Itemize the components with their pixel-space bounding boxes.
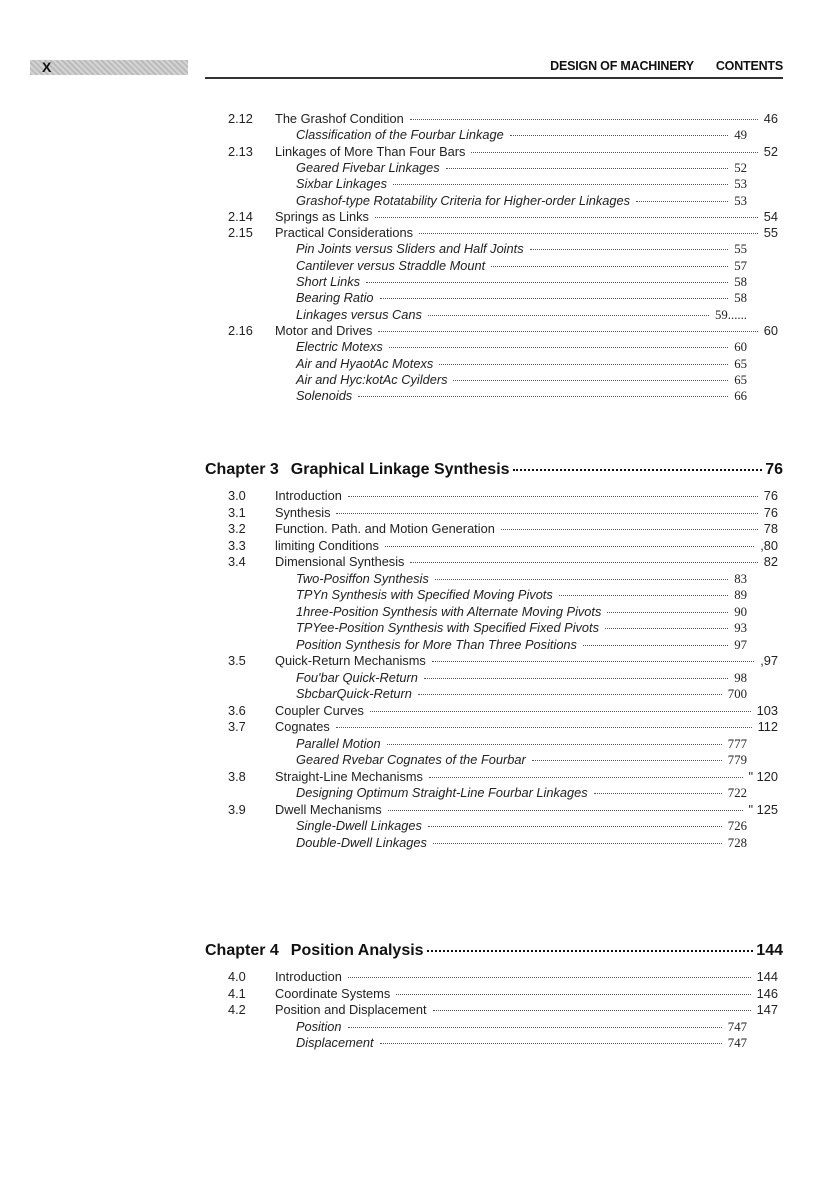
chapter-label: Chapter 3 bbox=[205, 461, 279, 478]
dot-leader bbox=[532, 760, 722, 761]
toc-subentry[interactable] bbox=[296, 835, 747, 851]
toc-entry[interactable] bbox=[228, 488, 778, 504]
toc-subentry[interactable] bbox=[296, 1035, 747, 1051]
entry-title: limiting Conditions bbox=[275, 537, 379, 553]
toc-subentry[interactable] bbox=[296, 372, 747, 388]
header-rule bbox=[205, 77, 783, 79]
entry-page: 53 bbox=[734, 177, 747, 192]
dot-leader bbox=[336, 727, 752, 728]
entry-page: ,97 bbox=[760, 653, 778, 668]
book-title: DESIGN OF MACHINERY bbox=[550, 59, 694, 73]
chapter-page: 144 bbox=[756, 942, 783, 959]
entry-page: 60 bbox=[763, 322, 778, 338]
dot-leader bbox=[348, 977, 751, 978]
entry-page: 103 bbox=[756, 702, 778, 718]
chapter-title: Graphical Linkage Synthesis bbox=[290, 461, 510, 478]
entry-page: 46 bbox=[763, 111, 778, 126]
entry-title: Designing Optimum Straight-Line Fourbar Linkages bbox=[296, 785, 588, 800]
entry-number: 2.12 bbox=[228, 111, 253, 126]
entry-page: 53 bbox=[734, 193, 747, 208]
entry-number: 3.8 bbox=[228, 768, 246, 784]
entry-number: 3.4 bbox=[228, 554, 246, 569]
toc-subentry[interactable] bbox=[296, 785, 747, 801]
dot-leader bbox=[435, 579, 728, 580]
dot-leader bbox=[583, 645, 728, 646]
entry-page: 146 bbox=[756, 985, 778, 1001]
dot-leader bbox=[385, 546, 754, 547]
chapter-page: 76 bbox=[765, 461, 783, 478]
entry-title: Double-Dwell Linkages bbox=[296, 834, 427, 850]
entry-number: 3.2 bbox=[228, 521, 246, 536]
dot-leader bbox=[439, 364, 728, 365]
toc-subentry[interactable] bbox=[296, 307, 747, 323]
entry-title: Straight-Line Mechanisms bbox=[275, 768, 423, 784]
dot-leader bbox=[348, 1027, 722, 1028]
entry-title: SbcbarQuick-Return bbox=[296, 686, 412, 701]
entry-title: Classification of the Fourbar Linkage bbox=[296, 127, 504, 143]
entry-page: 726 bbox=[727, 819, 747, 833]
entry-page: 59...... bbox=[715, 307, 747, 322]
dot-leader bbox=[605, 628, 728, 629]
entry-title: Geared Fivebar Linkages bbox=[296, 159, 440, 175]
chapter-label: Chapter 4 bbox=[205, 942, 279, 959]
dot-leader bbox=[594, 793, 722, 794]
toc-entry[interactable] bbox=[228, 986, 778, 1002]
dot-leader bbox=[424, 678, 728, 679]
entry-number: 3.3 bbox=[228, 537, 246, 553]
toc-subentry[interactable] bbox=[296, 670, 747, 686]
entry-title: Cognates bbox=[275, 719, 330, 734]
toc-subentry[interactable] bbox=[296, 604, 747, 620]
toc-entry[interactable] bbox=[228, 521, 778, 537]
dot-leader bbox=[471, 152, 757, 153]
toc-entry[interactable] bbox=[228, 703, 778, 719]
entry-page: 728 bbox=[727, 835, 747, 850]
entry-title: Grashof-type Rotatability Criteria for Higher-order Linkages bbox=[296, 192, 631, 208]
dot-leader bbox=[388, 810, 743, 811]
entry-title: Motor and Drives bbox=[275, 322, 373, 338]
toc-subentry[interactable] bbox=[296, 620, 747, 636]
dot-leader bbox=[410, 119, 758, 120]
entry-page: 66 bbox=[734, 389, 747, 404]
entry-page: 52 bbox=[763, 143, 778, 159]
entry-title: Sixbar Linkages bbox=[296, 176, 388, 192]
entry-title: Dwell Mechanisms bbox=[275, 801, 382, 817]
dot-leader bbox=[389, 347, 728, 348]
entry-page: 112 bbox=[757, 719, 778, 734]
entry-number: 3.9 bbox=[228, 801, 246, 817]
entry-page: 60 bbox=[734, 340, 747, 355]
dot-leader bbox=[370, 711, 751, 712]
entry-number: 3.6 bbox=[228, 702, 246, 718]
entry-page: 722 bbox=[727, 786, 747, 800]
entry-title: Position and Displacement bbox=[275, 1002, 427, 1017]
toc-subentry[interactable] bbox=[296, 339, 747, 355]
dot-leader bbox=[348, 496, 758, 497]
dot-leader bbox=[513, 469, 763, 471]
entry-title: Position Synthesis for More Than Three Positions bbox=[296, 636, 577, 652]
dot-leader bbox=[419, 233, 758, 234]
entry-number: 2.15 bbox=[228, 225, 253, 241]
page-number-tab bbox=[30, 60, 188, 75]
entry-page: 55 bbox=[734, 242, 747, 257]
entry-number: 2.14 bbox=[228, 208, 253, 224]
toc-entry[interactable] bbox=[228, 538, 778, 554]
dot-leader bbox=[427, 950, 754, 952]
dot-leader bbox=[428, 315, 709, 316]
entry-title: Coupler Curves bbox=[275, 702, 364, 718]
entry-number: 4.0 bbox=[228, 969, 246, 984]
dot-leader bbox=[387, 744, 722, 745]
toc-entry[interactable] bbox=[228, 719, 778, 735]
dot-leader bbox=[453, 380, 728, 381]
chapter-heading[interactable] bbox=[205, 942, 783, 960]
dot-leader bbox=[433, 843, 722, 844]
toc-entry[interactable] bbox=[228, 225, 778, 241]
entry-title: Pin Joints versus Sliders and Half Joints bbox=[296, 241, 524, 257]
entry-page: 65 bbox=[734, 372, 747, 387]
entry-title: Springs as Links bbox=[275, 208, 369, 224]
entry-number: 2.16 bbox=[228, 322, 253, 338]
entry-title: 1hree-Position Synthesis with Alternate Moving Pivots bbox=[296, 603, 602, 619]
entry-page: 144 bbox=[756, 969, 778, 984]
entry-title: Air and Hyc:kotAc Cyilders bbox=[296, 371, 448, 387]
toc-subentry[interactable] bbox=[296, 1019, 747, 1035]
dot-leader bbox=[429, 777, 743, 778]
entry-title: Introduction bbox=[275, 488, 342, 503]
toc-entry[interactable] bbox=[228, 1002, 778, 1018]
toc-subentry[interactable] bbox=[296, 752, 747, 768]
entry-page: 76 bbox=[763, 504, 778, 520]
entry-page: 90 bbox=[734, 604, 747, 619]
toc-subentry[interactable] bbox=[296, 176, 747, 192]
entry-title: Short Links bbox=[296, 274, 361, 289]
toc-subentry[interactable] bbox=[296, 160, 747, 176]
entry-title: Air and HyaotAc Motexs bbox=[296, 355, 434, 371]
entry-title: Position bbox=[296, 1018, 342, 1034]
entry-title: Geared Rvebar Cognates of the Fourbar bbox=[296, 752, 526, 767]
entry-page: 147 bbox=[756, 1002, 778, 1017]
toc-entry[interactable] bbox=[228, 144, 778, 160]
toc-subentry[interactable] bbox=[296, 818, 747, 834]
entry-title: Electric Motexs bbox=[296, 339, 383, 355]
entry-title: Linkages versus Cans bbox=[296, 306, 422, 322]
toc-entry[interactable] bbox=[228, 554, 778, 570]
entry-page: 779 bbox=[727, 753, 747, 767]
dot-leader bbox=[418, 694, 722, 695]
entry-page: ,80 bbox=[760, 537, 778, 553]
dot-leader bbox=[428, 826, 722, 827]
entry-page: 76 bbox=[763, 488, 778, 503]
entry-title: TPYee-Position Synthesis with Specified Fixed Pivots bbox=[296, 620, 600, 635]
entry-title: The Grashof Condition bbox=[275, 111, 404, 126]
entry-title: Linkages of More Than Four Bars bbox=[275, 143, 466, 159]
entry-page: " 125 bbox=[748, 801, 778, 817]
dot-leader bbox=[432, 661, 754, 662]
toc-entry[interactable] bbox=[228, 209, 778, 225]
toc-subentry[interactable] bbox=[296, 193, 747, 209]
entry-title: Bearing Ratio bbox=[296, 290, 374, 306]
running-header bbox=[550, 59, 783, 73]
entry-page: 777 bbox=[727, 736, 747, 751]
toc-subentry[interactable] bbox=[296, 290, 747, 306]
dot-leader bbox=[607, 612, 728, 613]
dot-leader bbox=[393, 184, 728, 185]
entry-number: 4.1 bbox=[228, 985, 246, 1001]
entry-title: Quick-Return Mechanisms bbox=[275, 653, 426, 668]
entry-page: 52 bbox=[734, 160, 747, 175]
entry-page: 49 bbox=[734, 128, 747, 143]
dot-leader bbox=[380, 1043, 722, 1044]
entry-page: " 120 bbox=[748, 768, 778, 784]
toc-subentry[interactable] bbox=[296, 274, 747, 290]
entry-page: 78 bbox=[763, 521, 778, 536]
dot-leader bbox=[410, 562, 757, 563]
toc-entry[interactable] bbox=[228, 802, 778, 818]
entry-page: 89 bbox=[734, 588, 747, 602]
toc-subentry[interactable] bbox=[296, 258, 747, 274]
entry-page: 58 bbox=[734, 275, 747, 289]
entry-title: Two-Posiffon Synthesis bbox=[296, 570, 429, 586]
dot-leader bbox=[491, 266, 728, 267]
dot-leader bbox=[530, 249, 729, 250]
toc-subentry[interactable] bbox=[296, 241, 747, 257]
dot-leader bbox=[380, 298, 729, 299]
dot-leader bbox=[636, 201, 728, 202]
entry-page: 82 bbox=[763, 554, 778, 569]
toc-entry[interactable] bbox=[228, 111, 778, 127]
entry-title: Synthesis bbox=[275, 504, 331, 520]
toc-subentry[interactable] bbox=[296, 127, 747, 143]
dot-leader bbox=[366, 282, 728, 283]
entry-number: 3.7 bbox=[228, 719, 246, 734]
entry-page: 98 bbox=[734, 670, 747, 685]
entry-title: Solenoids bbox=[296, 388, 353, 404]
entry-number: 4.2 bbox=[228, 1002, 246, 1017]
entry-title: Practical Considerations bbox=[275, 225, 413, 241]
dot-leader bbox=[510, 135, 728, 136]
entry-page: 55 bbox=[763, 225, 778, 241]
entry-page: 57 bbox=[734, 258, 747, 273]
dot-leader bbox=[336, 513, 757, 514]
entry-title: Parallel Motion bbox=[296, 735, 381, 751]
entry-title: Single-Dwell Linkages bbox=[296, 818, 422, 833]
entry-page: 93 bbox=[734, 621, 747, 635]
entry-page: 747 bbox=[727, 1036, 747, 1050]
entry-title: Function. Path. and Motion Generation bbox=[275, 521, 495, 536]
entry-page: 58 bbox=[734, 291, 747, 306]
dot-leader bbox=[559, 595, 728, 596]
toc-subentry[interactable] bbox=[296, 388, 747, 404]
dot-leader bbox=[358, 396, 728, 397]
toc-subentry[interactable] bbox=[296, 571, 747, 587]
entry-number: 3.5 bbox=[228, 653, 246, 668]
entry-title: TPYn Synthesis with Specified Moving Pivots bbox=[296, 587, 553, 602]
chapter-title: Position Analysis bbox=[290, 942, 424, 959]
entry-number: 3.0 bbox=[228, 488, 246, 503]
entry-title: Dimensional Synthesis bbox=[275, 554, 405, 569]
toc-entry[interactable] bbox=[228, 969, 778, 985]
entry-title: Cantilever versus Straddle Mount bbox=[296, 257, 486, 273]
toc-entry[interactable] bbox=[228, 769, 778, 785]
dot-leader bbox=[378, 331, 757, 332]
dot-leader bbox=[501, 529, 758, 530]
toc-subentry[interactable] bbox=[296, 736, 747, 752]
toc-subentry[interactable] bbox=[296, 587, 747, 603]
entry-title: Displacement bbox=[296, 1035, 374, 1050]
toc-subentry[interactable] bbox=[296, 637, 747, 653]
entry-number: 2.13 bbox=[228, 143, 253, 159]
section-title: CONTENTS bbox=[715, 59, 783, 73]
toc-entry[interactable] bbox=[228, 505, 778, 521]
entry-page: 97 bbox=[734, 637, 747, 652]
entry-page: 747 bbox=[727, 1019, 747, 1034]
entry-page: 65 bbox=[734, 356, 747, 371]
dot-leader bbox=[375, 217, 758, 218]
dot-leader bbox=[446, 168, 729, 169]
dot-leader bbox=[396, 994, 750, 995]
entry-page: 83 bbox=[734, 571, 747, 586]
entry-title: Coordinate Systems bbox=[275, 985, 391, 1001]
entry-title: Introduction bbox=[275, 969, 342, 984]
page-number: X bbox=[42, 59, 52, 75]
toc-subentry[interactable] bbox=[296, 356, 747, 372]
chapter-heading[interactable] bbox=[205, 461, 783, 479]
dot-leader bbox=[433, 1010, 751, 1011]
entry-page: 700 bbox=[727, 687, 747, 701]
entry-title: Fou'bar Quick-Return bbox=[296, 669, 418, 685]
toc-subentry[interactable] bbox=[296, 686, 747, 702]
entry-page: 54 bbox=[763, 208, 778, 224]
toc-entry[interactable] bbox=[228, 653, 778, 669]
entry-number: 3.1 bbox=[228, 504, 246, 520]
toc-entry[interactable] bbox=[228, 323, 778, 339]
